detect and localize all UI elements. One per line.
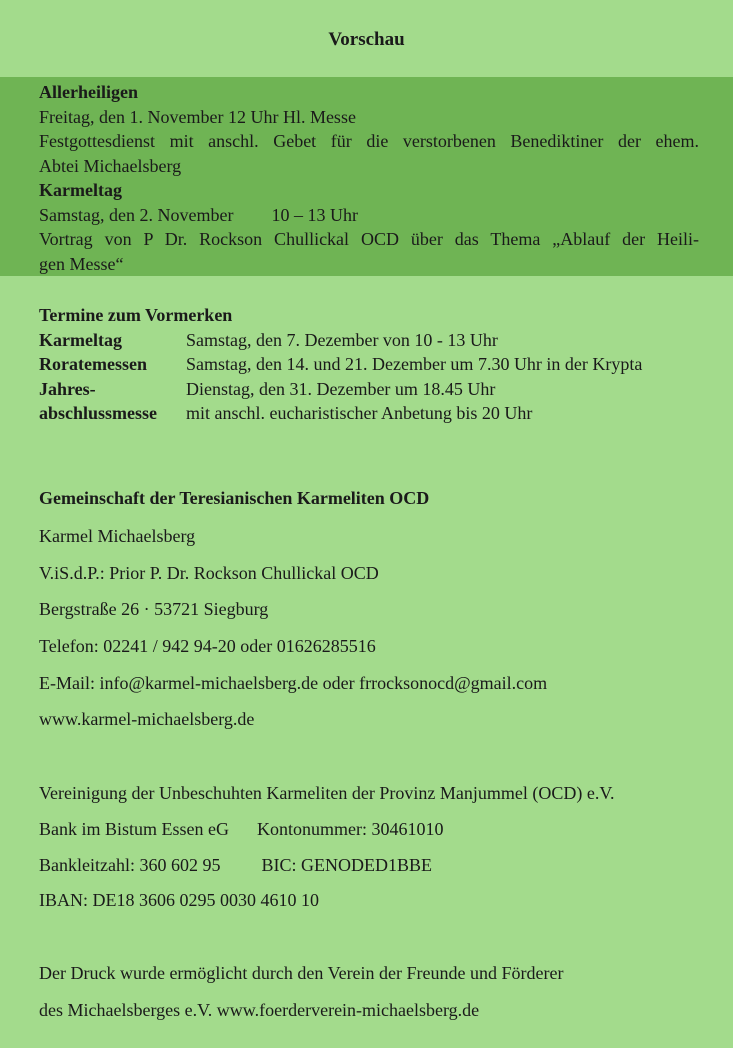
bank-account: Kontonummer: 30461010 <box>257 819 444 839</box>
termine-heading: Termine zum Vormerken <box>39 305 233 325</box>
bank-row-2 <box>39 855 432 876</box>
contact-address: Bergstraße 26 · 53721 Siegburg <box>39 599 269 619</box>
bank-name: Bank im Bistum Essen eG <box>39 819 229 839</box>
termine-section <box>39 303 709 426</box>
footer-line-1: Der Druck wurde ermöglicht durch den Verein der Freunde und Förderer <box>39 963 564 983</box>
termine-label: Karmeltag <box>39 329 122 350</box>
termine-label: abschlussmesse <box>39 403 158 423</box>
termine-value: Dienstag, den 31. Dezember um 18.45 Uhr <box>186 378 496 399</box>
bank-blz: Bankleitzahl: 360 602 95 <box>39 855 221 875</box>
termine-label: Jahres- <box>39 378 96 399</box>
contact-visdp: V.iS.d.P.: Prior P. Dr. Rockson Chullickal OCD <box>39 563 379 583</box>
bank-iban: IBAN: DE18 3606 0295 0030 4610 10 <box>39 890 319 910</box>
event2-date-row <box>39 203 699 228</box>
contact-phone: Telefon: 02241 / 942 94-20 oder 01626285516 <box>39 636 376 656</box>
event2-title: Karmeltag <box>39 180 122 200</box>
termine-row <box>39 377 709 402</box>
bank-bic: BIC: GENODED1BBE <box>261 855 432 875</box>
page-title: Vorschau <box>328 29 405 50</box>
bank-association: Vereinigung der Unbeschuhten Karmeliten der Provinz Manjummel (OCD) e.V. <box>39 783 615 803</box>
event2-time: 10 – 13 Uhr <box>271 204 358 225</box>
termine-row <box>39 352 709 377</box>
contact-email[interactable]: E-Mail: info@karmel-michaelsberg.de oder frrocksonocd@gmail.com <box>39 673 548 693</box>
termine-value: mit anschl. eucharistischer Anbetung bis 20 Uhr <box>186 403 533 423</box>
preview-section <box>0 77 733 276</box>
event1-title: Allerheiligen <box>39 82 138 102</box>
event2-description-cont: gen Messe“ <box>39 253 124 274</box>
contact-name: Karmel Michaelsberg <box>39 526 196 546</box>
contact-website[interactable]: www.karmel-michaelsberg.de <box>39 709 255 729</box>
termine-label: Roratemessen <box>39 354 147 374</box>
event1-date: Freitag, den 1. November 12 Uhr Hl. Messe <box>39 106 356 127</box>
footer-line-2: des Michaelsberges e.V. www.foerderverein-michaelsberg.de <box>39 1000 480 1020</box>
termine-row <box>39 401 709 426</box>
preview-content <box>39 80 699 276</box>
event2-description: Vortrag von P Dr. Rockson Chullickal OCD über das Thema „Ablauf der Heili- <box>39 229 699 249</box>
event1-description: Festgottesdienst mit anschl. Gebet für die verstorbenen Benediktiner der ehem. <box>39 131 699 151</box>
termine-value: Samstag, den 7. Dezember von 10 - 13 Uhr <box>186 329 498 350</box>
bank-row-1 <box>39 819 444 840</box>
contact-org: Gemeinschaft der Teresianischen Karmeliten OCD <box>39 488 430 508</box>
termine-value: Samstag, den 14. und 21. Dezember um 7.30 Uhr in der Krypta <box>186 354 643 374</box>
termine-row <box>39 328 709 353</box>
event2-date: Samstag, den 2. November <box>39 204 234 225</box>
event1-description-cont: Abtei Michaelsberg <box>39 155 182 176</box>
